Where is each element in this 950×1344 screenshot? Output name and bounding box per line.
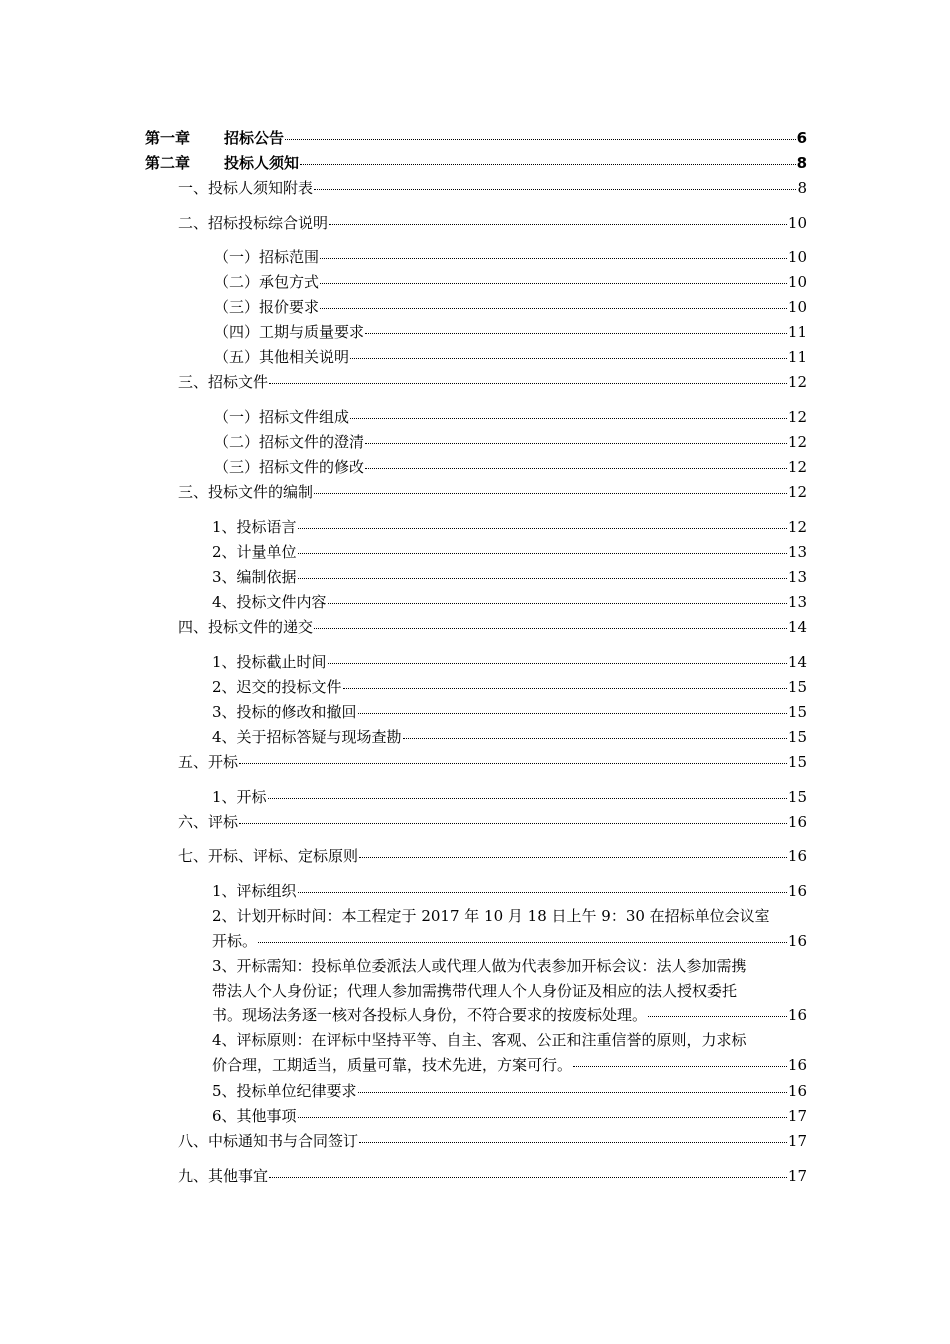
toc-entry-text: 6、其他事项 <box>212 1107 297 1125</box>
dot-leader <box>328 603 787 604</box>
toc-entry-text: 1、评标组织 <box>212 882 297 900</box>
page-number: 15 <box>787 703 807 721</box>
toc-entry[interactable] <box>178 813 807 831</box>
page-number: 15 <box>787 728 807 746</box>
toc-entry[interactable] <box>178 179 807 197</box>
toc-entry-text: 3、编制依据 <box>212 568 297 586</box>
toc-entry[interactable] <box>178 753 807 771</box>
toc-entry[interactable] <box>178 1132 807 1150</box>
page-number: 12 <box>787 373 807 391</box>
toc-entry-text: 八、中标通知书与合同签订 <box>178 1132 359 1150</box>
toc-entry-text: （一）招标范围 <box>214 248 320 266</box>
chapter-title: 招标公告 <box>224 129 285 147</box>
page-number: 15 <box>787 788 807 806</box>
dot-leader <box>298 578 787 579</box>
dot-leader <box>314 189 796 190</box>
dot-leader <box>359 857 787 858</box>
page-number: 16 <box>787 931 807 950</box>
toc-entry-text: 1、开标 <box>212 788 267 806</box>
toc-entry[interactable] <box>178 483 807 501</box>
dot-leader <box>365 468 787 469</box>
dot-leader <box>359 1142 787 1143</box>
page-number: 10 <box>787 248 807 266</box>
page-number: 13 <box>787 543 807 561</box>
chapter-number: 第二章 <box>145 154 191 172</box>
page-number: 12 <box>787 458 807 476</box>
page-number: 12 <box>787 518 807 536</box>
dot-leader <box>269 383 787 384</box>
page-number: 14 <box>787 653 807 671</box>
toc-entry[interactable] <box>212 593 807 611</box>
toc-entry-text: 二、招标投标综合说明 <box>178 214 329 232</box>
toc-entry[interactable] <box>212 1107 807 1125</box>
toc-entry-chapter-1[interactable] <box>145 129 807 147</box>
toc-entry[interactable] <box>178 373 807 391</box>
toc-entry-multiline[interactable] <box>212 904 807 953</box>
toc-entry[interactable] <box>214 408 807 426</box>
page-number: 16 <box>787 1082 807 1100</box>
toc-entry-text: 三、投标文件的编制 <box>178 483 314 501</box>
toc-entry-text: 六、评标 <box>178 813 239 831</box>
dot-leader <box>298 892 787 893</box>
dot-leader <box>314 493 787 494</box>
toc-entry-text: （四）工期与质量要求 <box>214 323 365 341</box>
dot-leader <box>358 713 787 714</box>
page-number: 13 <box>787 568 807 586</box>
toc-entry-text: 4、评标原则：在评标中坚持平等、自主、客观、公正和注重信誉的原则，力求标 <box>212 1031 747 1049</box>
toc-entry-text: 带法人个人身份证；代理人参加需携带代理人个人身份证及相应的法人授权委托 <box>212 981 738 1000</box>
page-number: 15 <box>787 753 807 771</box>
chapter-title: 投标人须知 <box>224 154 300 172</box>
dot-leader <box>268 798 787 799</box>
toc-entry-text: 一、投标人须知附表 <box>178 179 314 197</box>
page-number: 10 <box>787 298 807 316</box>
page-number: 8 <box>796 154 807 172</box>
toc-entry-text: 价合理，工期适当，质量可靠，技术先进，方案可行。 <box>212 1055 573 1074</box>
toc-entry-multiline[interactable] <box>212 1028 807 1077</box>
page-number: 15 <box>787 678 807 696</box>
toc-entry[interactable] <box>212 703 807 721</box>
dot-leader <box>358 1092 787 1093</box>
dot-leader <box>328 663 787 664</box>
page-number: 17 <box>787 1107 807 1125</box>
page-number: 16 <box>787 882 807 900</box>
dot-leader <box>403 738 787 739</box>
dot-leader <box>258 942 787 943</box>
dot-leader <box>350 358 787 359</box>
page-number: 12 <box>787 483 807 501</box>
page-number: 17 <box>787 1167 807 1185</box>
toc-entry[interactable] <box>214 433 807 451</box>
toc-entry-text: 4、关于招标答疑与现场查勘 <box>212 728 402 746</box>
page-number: 12 <box>787 433 807 451</box>
toc-entry[interactable] <box>212 678 807 696</box>
toc-entry-chapter-2[interactable] <box>145 154 807 172</box>
dot-leader <box>320 283 787 284</box>
toc-entry-text: （二）招标文件的澄清 <box>214 433 365 451</box>
dot-leader <box>298 528 787 529</box>
toc-entry-text: （一）招标文件组成 <box>214 408 350 426</box>
dot-leader <box>573 1066 787 1067</box>
dot-leader <box>365 443 787 444</box>
toc-entry-text: （二）承包方式 <box>214 273 320 291</box>
dot-leader <box>285 139 796 140</box>
toc-entry[interactable] <box>178 1167 807 1185</box>
toc-entry[interactable] <box>214 348 807 366</box>
page-number: 11 <box>787 348 807 366</box>
page-number: 12 <box>787 408 807 426</box>
dot-leader <box>239 823 787 824</box>
dot-leader <box>314 628 787 629</box>
toc-entry-text: 2、迟交的投标文件 <box>212 678 342 696</box>
dot-leader <box>298 553 787 554</box>
toc-entry[interactable] <box>212 788 807 806</box>
page-number: 17 <box>787 1132 807 1150</box>
toc-entry-text: 七、开标、评标、定标原则 <box>178 847 359 865</box>
dot-leader <box>239 763 787 764</box>
toc-entry-text: 开标。 <box>212 931 258 950</box>
toc-entry[interactable] <box>214 458 807 476</box>
toc-entry[interactable] <box>214 273 807 291</box>
toc-entry-text: 2、计量单位 <box>212 543 297 561</box>
toc-entry-text: 四、投标文件的递交 <box>178 618 314 636</box>
toc-entry[interactable] <box>214 298 807 316</box>
dot-leader <box>298 1117 787 1118</box>
toc-entry[interactable] <box>214 323 807 341</box>
toc-entry[interactable] <box>212 728 807 746</box>
page-number: 11 <box>787 323 807 341</box>
page-number: 10 <box>787 214 807 232</box>
dot-leader <box>320 308 787 309</box>
toc-entry-text: 五、开标 <box>178 753 239 771</box>
toc-entry[interactable] <box>212 653 807 671</box>
dot-leader <box>350 418 787 419</box>
dot-leader <box>329 224 787 225</box>
toc-entry-text: （三）招标文件的修改 <box>214 458 365 476</box>
dot-leader <box>320 258 787 259</box>
page-number: 16 <box>787 1006 807 1024</box>
toc-entry[interactable] <box>212 543 807 561</box>
toc-entry-text: 2、计划开标时间：本工程定于 2017 年 10 月 18 日上午 9：30 在招标单位会议室 <box>212 907 770 925</box>
toc-entry-text: 九、其他事宜 <box>178 1167 269 1185</box>
toc-entry-multiline[interactable] <box>212 954 807 1028</box>
toc-entry[interactable] <box>178 847 807 865</box>
toc-entry-text: （五）其他相关说明 <box>214 348 350 366</box>
dot-leader <box>300 164 796 165</box>
dot-leader <box>343 688 787 689</box>
toc-entry[interactable] <box>178 214 807 232</box>
page-number: 13 <box>787 593 807 611</box>
toc-entry[interactable] <box>212 568 807 586</box>
page-number: 10 <box>787 273 807 291</box>
page-number: 14 <box>787 618 807 636</box>
dot-leader <box>648 1016 787 1017</box>
page-number: 8 <box>797 179 807 197</box>
toc-entry-text: 1、投标语言 <box>212 518 297 536</box>
page-number: 6 <box>796 129 807 147</box>
chapter-number: 第一章 <box>145 129 191 147</box>
toc-entry[interactable] <box>214 248 807 266</box>
toc-entry[interactable] <box>212 1082 807 1100</box>
toc-entry-text: 书。现场法务逐一核对各投标人身份，不符合要求的按废标处理。 <box>212 1006 648 1024</box>
toc-entry-text: 5、投标单位纪律要求 <box>212 1082 357 1100</box>
toc-entry-text: 3、开标需知：投标单位委派法人或代理人做为代表参加开标会议：法人参加需携 <box>212 957 747 975</box>
page-number: 16 <box>787 813 807 831</box>
toc-entry-text: 4、投标文件内容 <box>212 593 327 611</box>
toc-entry-text: 三、招标文件 <box>178 373 269 391</box>
toc-entry-text: 3、投标的修改和撤回 <box>212 703 357 721</box>
page-number: 16 <box>787 1055 807 1074</box>
page-number: 16 <box>787 847 807 865</box>
toc-entry-text: 1、投标截止时间 <box>212 653 327 671</box>
toc-entry[interactable] <box>212 518 807 536</box>
dot-leader <box>365 333 787 334</box>
toc-entry-text: （三）报价要求 <box>214 298 320 316</box>
toc-entry[interactable] <box>178 618 807 636</box>
toc-entry[interactable] <box>212 882 807 900</box>
dot-leader <box>269 1177 787 1178</box>
